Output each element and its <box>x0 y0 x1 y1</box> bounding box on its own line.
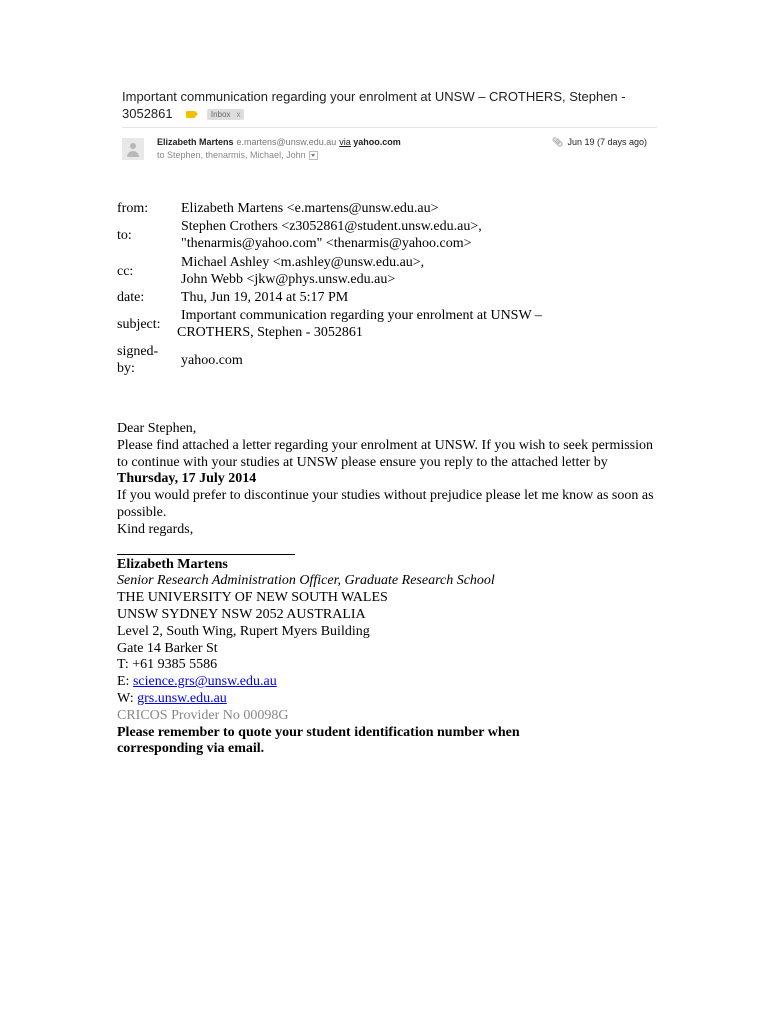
signature-web-prefix: W: <box>117 690 138 706</box>
signature-building: Level 2, South Wing, Rupert Myers Building <box>117 623 370 639</box>
message-date <box>552 137 647 148</box>
signature-email-prefix: E: <box>117 674 133 690</box>
header-label: subject: <box>117 317 161 332</box>
sender-email: e.martens@unsw.edu.au <box>236 137 337 147</box>
reply-deadline: Thursday, 17 July 2014 <box>117 471 257 487</box>
signature-city: UNSW SYDNEY NSW 2052 AUSTRALIA <box>117 606 366 622</box>
body-paragraph-text: Please find attached a letter regarding your enrolment at UNSW. If you wish to seek permission to continue with your studies at UNSW please ensure you reply to the attached letter by <box>117 437 654 470</box>
header-value: CROTHERS, Stephen - 3052861 <box>177 325 363 340</box>
header-label: signed- <box>117 344 159 359</box>
sender-name[interactable] <box>157 137 401 147</box>
signature-phone: T: +61 9385 5586 <box>117 657 218 673</box>
body-paragraph <box>117 438 662 488</box>
header-label: from: <box>117 201 149 216</box>
header-value: John Webb <jkw@phys.unsw.edu.au> <box>181 272 396 287</box>
show-details-icon[interactable] <box>309 151 318 160</box>
header-label: date: <box>117 290 145 305</box>
recipients-text: to Stephen, thenarmis, Michael, John <box>157 150 306 160</box>
header-label: cc: <box>117 264 134 279</box>
signature-title-text: Senior Research Administration Officer, Graduate Research School <box>117 573 495 589</box>
header-value: "thenarmis@yahoo.com" <thenarmis@yahoo.com> <box>181 236 472 251</box>
header-value: Michael Ashley <m.ashley@unsw.edu.au>, <box>181 255 425 270</box>
signature-web-link[interactable]: grs.unsw.edu.au <box>137 690 227 706</box>
signature-gate: Gate 14 Barker St <box>117 640 218 656</box>
header-value: Important communication regarding your enrolment at UNSW – <box>181 308 542 323</box>
reminder-note <box>117 725 662 759</box>
message-body <box>117 421 662 758</box>
header-divider <box>122 127 657 128</box>
cricos-note: CRICOS Provider No 00098G <box>117 707 289 723</box>
body-paragraph: If you would prefer to discontinue your studies without prejudice please let me know as soon as possible. <box>117 488 654 520</box>
gmail-header <box>122 88 657 160</box>
header-value: Elizabeth Martens <e.martens@unsw.edu.au> <box>181 201 439 216</box>
message-date-text: Jun 19 (7 days ago) <box>567 137 647 147</box>
remove-label-icon[interactable]: x <box>236 110 241 120</box>
signature-web <box>117 691 662 708</box>
inbox-label-chip[interactable] <box>207 109 245 120</box>
email-subject <box>122 88 657 122</box>
header-value: yahoo.com <box>181 353 243 368</box>
signature-email <box>117 674 662 691</box>
closing: Kind regards, <box>117 521 194 537</box>
header-value: Thu, Jun 19, 2014 at 5:17 PM <box>181 290 349 305</box>
header-value: Stephen Crothers <z3052861@student.unsw.edu.au>, <box>181 219 482 234</box>
header-label: by: <box>117 361 135 376</box>
attachment-icon: 📎︎ <box>552 137 564 147</box>
signature-divider <box>117 554 295 555</box>
reminder-line-2: corresponding via email. <box>117 741 265 757</box>
reminder-line-1: Please remember to quote your student identification number when <box>117 724 520 740</box>
inbox-label-text: Inbox <box>210 110 231 120</box>
signature-email-link[interactable]: science.grs@unsw.edu.au <box>132 674 277 690</box>
subject-line-1: Important communication regarding your enrolment at UNSW – CROTHERS, Stephen - <box>122 89 626 104</box>
signature-name-text: Elizabeth Martens <box>117 556 228 572</box>
via-domain: yahoo.com <box>353 137 401 147</box>
sender-name-text: Elizabeth Martens <box>157 137 234 147</box>
via-link[interactable]: via <box>339 137 351 147</box>
subject-line-2: 3052861 <box>122 106 173 121</box>
signature-title <box>117 573 662 590</box>
greeting: Dear Stephen, <box>117 421 197 436</box>
avatar[interactable] <box>122 138 144 160</box>
importance-marker-icon[interactable] <box>186 111 195 118</box>
signature-org: THE UNIVERSITY OF NEW SOUTH WALES <box>117 590 388 606</box>
header-label: to: <box>117 228 132 243</box>
recipients-summary[interactable] <box>157 150 318 160</box>
signature-name <box>117 557 662 574</box>
